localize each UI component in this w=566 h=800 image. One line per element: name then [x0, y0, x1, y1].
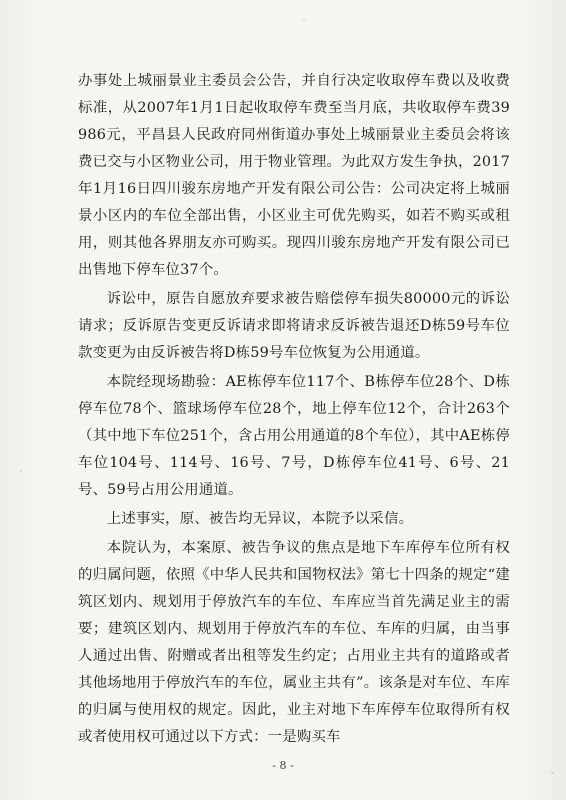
scan-speck — [20, 470, 22, 472]
page-number: - 8 - — [272, 759, 294, 772]
document-body — [78, 68, 510, 751]
scan-speck — [303, 20, 305, 22]
paragraph-3: 本院经现场勘验：AE栋停车位117个、B栋停车位28个、D栋停车位78个、篮球场停车位28个，地上停车位12个，合计263个（其中地下车位251个，含占用公用通道的8个车位），其中AE栋停车位104号、114号、16号、7号，D栋停车位41号、6号、21号、59号占用公用通道。 — [78, 374, 510, 498]
paragraph-5: 本院认为，本案原、被告争议的焦点是地下车库停车位所有权的归属问题，依照《中华人民共和国物权法》第七十四条的规定“建筑区划内、规划用于停放汽车的车位、车库应当首先满足业主的需要；建筑区划内、规划用于停放汽车的车位、车库的归属，由当事人通过出售、附赠或者出租等发生约定；占用业主共有的道路或者其他场地用于停放汽车的车位，属业主共有”。该条是对车位、车库的归属与使用权的规定。因此，业主对地下车库停车位取得所有权或者使用权可通过以下方式：一是购买车 — [78, 540, 510, 745]
scan-speck — [551, 772, 554, 774]
paragraph-1: 办事处上城丽景业主委员会公告，并自行决定收取停车费以及收费标准，从2007年1月1日起收取停车费至当月底，共收取停车费39986元，平昌县人民政府同州街道办事处上城丽景业主委员会将该费已交与小区物业公司，用于物业管理。为此双方发生争执，2017年1月16日四川骏东房地产开发有限公司公告：公司决定将上城丽景小区内的车位全部出售，小区业主可优先购买，如若不购买或租用，则其他各界朋友亦可购买。现四川骏东房地产开发有限公司已出售地下停车位37个。 — [78, 73, 510, 278]
paragraph-4: 上述事实，原、被告均无异议，本院予以采信。 — [106, 511, 414, 527]
paragraph-2: 诉讼中，原告自愿放弃要求被告赔偿停车损失80000元的诉讼请求；反诉原告变更反诉请求即将请求反诉被告退还D栋59号车位款变更为由反诉被告将D栋59号车位恢复为公用通道。 — [78, 291, 510, 361]
